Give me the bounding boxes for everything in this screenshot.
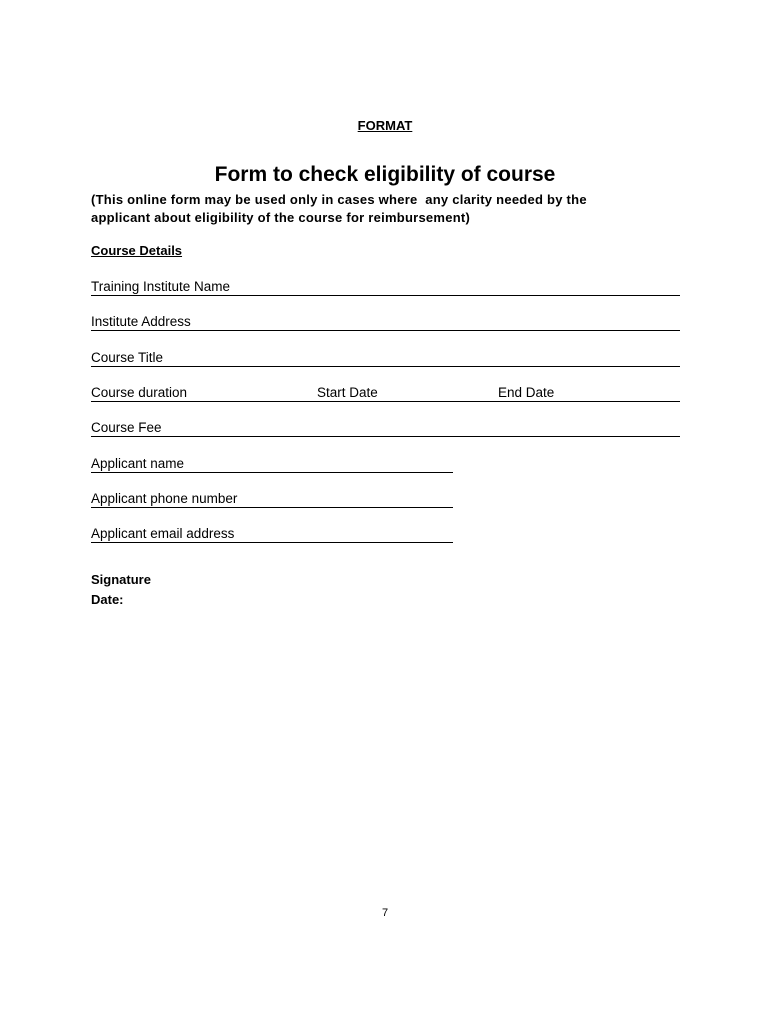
course-title-label: Course Title [91, 350, 164, 365]
course-details-heading: Course Details [91, 243, 183, 258]
course-duration-row[interactable] [91, 385, 680, 402]
training-institute-name-field[interactable] [91, 279, 680, 296]
format-heading [0, 118, 770, 133]
applicant-phone-label: Applicant phone number [91, 491, 238, 506]
format-heading-text: FORMAT [357, 118, 413, 133]
institute-address-label: Institute Address [91, 314, 191, 329]
end-date-label: End Date [498, 385, 555, 400]
course-title-field[interactable] [91, 350, 680, 367]
start-date-label: Start Date [317, 385, 378, 400]
form-title: Form to check eligibility of course [214, 163, 556, 186]
applicant-name-field[interactable] [91, 456, 453, 473]
applicant-phone-field[interactable] [91, 491, 453, 508]
course-fee-label: Course Fee [91, 420, 162, 435]
subtitle-line-1: (This online form may be used only in cases where any clarity needed by the [91, 192, 587, 207]
course-fee-field[interactable] [91, 420, 680, 437]
applicant-email-label: Applicant email address [91, 526, 235, 541]
signature-label: Signature [91, 572, 151, 587]
applicant-email-field[interactable] [91, 526, 453, 543]
training-institute-name-label: Training Institute Name [91, 279, 231, 294]
institute-address-field[interactable] [91, 314, 680, 331]
applicant-name-label: Applicant name [91, 456, 185, 471]
form-subtitle [91, 191, 680, 227]
subtitle-line-2: applicant about eligibility of the course for reimbursement) [91, 210, 471, 225]
date-label: Date: [91, 592, 124, 607]
page-number: 7 [381, 907, 389, 919]
course-duration-label: Course duration [91, 385, 188, 400]
